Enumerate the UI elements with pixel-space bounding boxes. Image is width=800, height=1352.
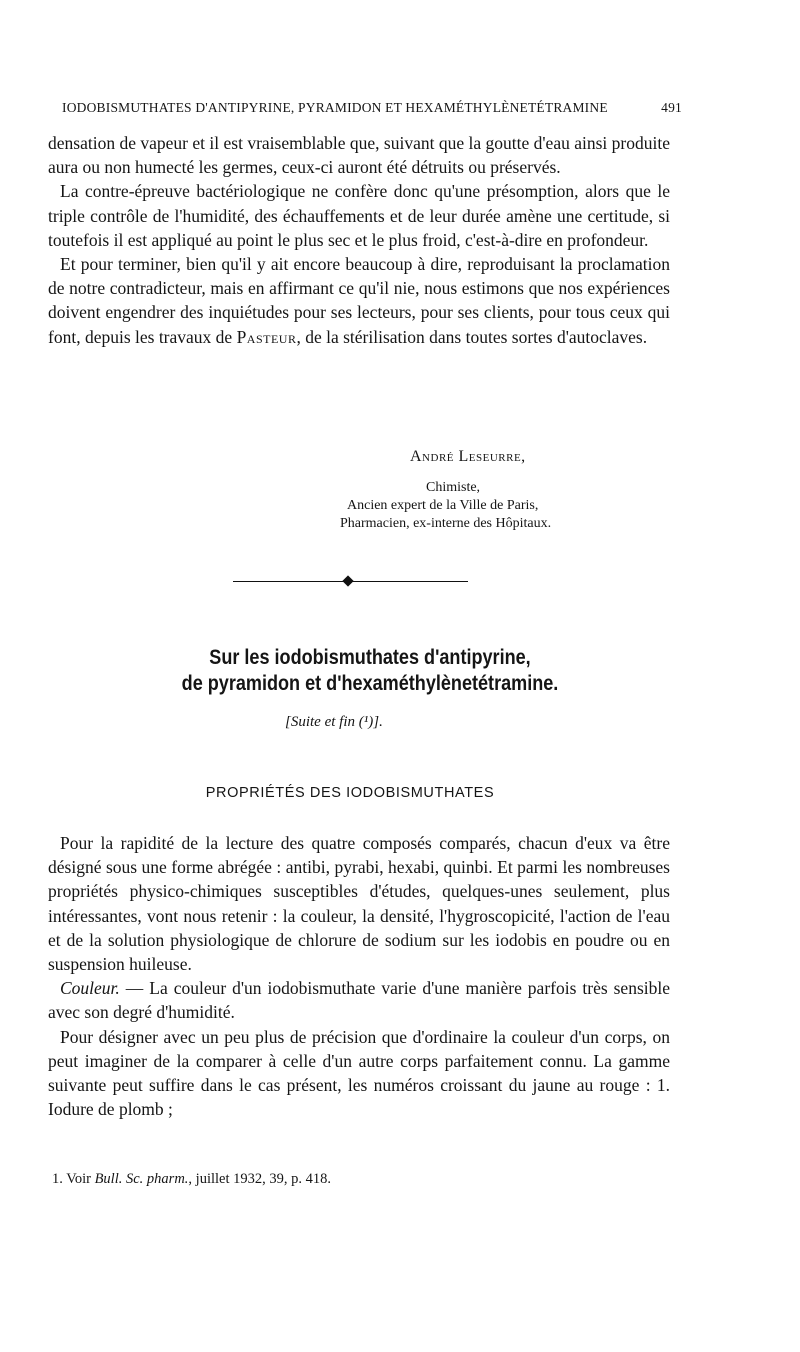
top-text: [48, 131, 670, 349]
footnote-number: 1.: [52, 1171, 63, 1187]
article-body: [48, 831, 670, 1121]
paragraph: densation de vapeur et il est vraisemblable que, suivant que la goutte d'eau ainsi produite aura ou non humecté les germes, ceux-ci auront été détruits ou préservés.: [48, 133, 670, 178]
page-number: 491: [661, 100, 682, 115]
article-subtitle: [Suite et fin (¹)].: [285, 714, 383, 730]
running-head: [62, 100, 682, 116]
signature-name: André Leseurre,: [410, 448, 526, 465]
author-name-pasteur: Pasteur: [236, 326, 297, 347]
signature-affiliation: Ancien expert de la Ville de Paris,: [347, 498, 539, 513]
running-title: IODOBISMUTHATES D'ANTIPYRINE, PYRAMIDON ET HEXAMÉTHYLÈNETÉTRAMINE: [62, 100, 608, 115]
paragraph: Pour la rapidité de la lecture des quatre composés comparés, chacun d'eux va être désigné sous une forme abrégée : antibi, pyrabi, hexabi, quinbi. Et parmi les nombreuses propriétés physico-chimiques susceptibles d'études, quelques-unes seulement, plus intéressantes, vont nous retenir : la couleur, la densité, l'hygroscopicité, l'action de l'eau et de la solution physiologique de chlorure de sodium sur les iodobis en poudre ou en suspension huileuse.: [48, 833, 670, 975]
section-heading: PROPRIÉTÉS DES IODOBISMUTHATES: [205, 785, 495, 801]
signature-title: Chimiste,: [426, 480, 481, 495]
paragraph: Et pour terminer, bien qu'il y ait encore beaucoup à dire, reproduisant la proclamation de notre contradicteur, mais en affirmant ce qu'il nie, nous estimons que nos expériences doivent engendrer des inquiétudes pour ses lecteurs, pour ses clients, pour tous ceux qui font, depuis les travaux de Pasteur, de la stérilisation dans toutes sortes d'autoclaves.: [48, 254, 670, 347]
signature-affiliation: Pharmacien, ex-interne des Hôpitaux.: [340, 516, 552, 531]
article-title: Sur les iodobismuthates d'antipyrine,: [209, 646, 531, 669]
paragraph: La contre-épreuve bactériologique ne confère donc qu'une présomption, alors que le triple contrôle de l'humidité, des échauffements et de leur durée amène une certitude, si toutefois il est appliqué au point le plus sec et le plus froid, c'est-à-dire en profondeur.: [48, 181, 670, 250]
paragraph-lead: Couleur.: [60, 978, 120, 999]
separator-diamond-icon: [342, 575, 353, 586]
footnote: 1. Voir Bull. Sc. pharm., juillet 1932, 39, p. 418.: [52, 1171, 332, 1187]
paragraph: Pour désigner avec un peu plus de précision que d'ordinaire la couleur d'un corps, on peut imaginer de la comparer à celle d'un autre corps parfaitement connu. La gamme suivante peut suffire dans le cas présent, les numéros croissant du jaune au rouge : 1. Iodure de plomb ;: [48, 1026, 670, 1120]
article-title: de pyramidon et d'hexaméthylènetétramine.: [181, 672, 559, 695]
paragraph: Couleur. — La couleur d'un iodobismuthate varie d'une manière parfois très sensible avec son degré d'humidité.: [48, 978, 670, 1023]
footnote-source: Bull. Sc. pharm.: [94, 1171, 189, 1187]
